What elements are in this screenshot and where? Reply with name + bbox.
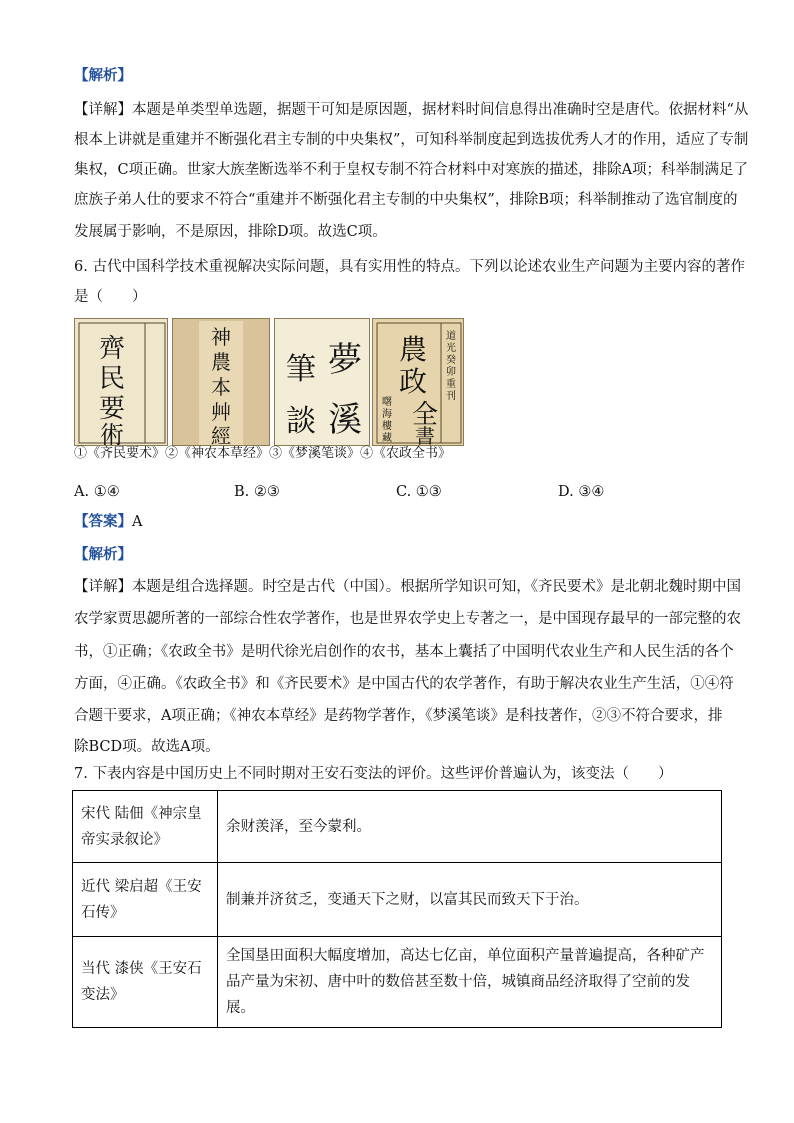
svg-text:要: 要 xyxy=(98,394,126,424)
detail-line: 【详解】本题是组合选择题。时空是古代（中国）。根据所学知识可知，《齐民要术》是北朝北魏时期中国 xyxy=(74,579,741,595)
book-cover-shennongbencaojing xyxy=(172,318,270,446)
option-d[interactable]: D. ③④ xyxy=(558,484,605,500)
svg-text:卯: 卯 xyxy=(446,367,456,378)
svg-text:癸: 癸 xyxy=(446,355,456,366)
detail-line: 除BCD项。故选A项。 xyxy=(74,739,220,755)
svg-text:全: 全 xyxy=(411,400,439,430)
svg-text:藏: 藏 xyxy=(382,433,392,444)
book-cover-nongzhengquanshu xyxy=(372,318,464,446)
svg-text:經: 經 xyxy=(211,424,231,446)
option-c[interactable]: C. ①③ xyxy=(396,484,442,500)
svg-text:刊: 刊 xyxy=(446,391,456,402)
book-cover-mengxibitan xyxy=(274,318,370,446)
svg-text:筆: 筆 xyxy=(286,352,316,387)
table-row xyxy=(73,791,722,863)
detail-line: 【详解】本题是单类型单选题，据题干可知是原因题，据材料时间信息得出准确时空是唐代。依据材料“从 xyxy=(74,102,749,118)
svg-text:農: 農 xyxy=(211,350,231,374)
table-cell-source: 近代 梁启超《王安 石传》 xyxy=(73,863,218,937)
svg-text:道: 道 xyxy=(446,331,456,342)
svg-text:光: 光 xyxy=(446,343,456,354)
svg-text:夢: 夢 xyxy=(328,340,362,380)
svg-text:書: 書 xyxy=(415,424,435,446)
detail-line: 发展属于影响，不是原因，排除D项。故选C项。 xyxy=(74,224,387,240)
detail-line: 方面，④正确。《农政全书》和《齐民要术》是中国古代的农学著作，有助于解决农业生产生活，①④符 xyxy=(74,676,734,692)
svg-text:神: 神 xyxy=(211,325,231,349)
svg-text:談: 談 xyxy=(286,404,316,439)
svg-text:民: 民 xyxy=(98,364,126,394)
table-cell-comment: 余财羡泽，至今蒙利。 xyxy=(218,791,722,863)
analysis-label: 【解析】 xyxy=(74,67,132,84)
table-cell-source: 宋代 陆佃《神宗皇 帝实录叙论》 xyxy=(73,791,218,863)
detail-line: 合题干要求，A项正确；《神农本草经》是药物学著作，《梦溪笔谈》是科技著作，②③不符合要求，排 xyxy=(74,708,723,724)
detail-line: 根本上讲就是重建并不断强化君主专制的中央集权”，可知科举制度起到选拔优秀人才的作用，适应了专制 xyxy=(74,132,749,148)
svg-text:曙: 曙 xyxy=(382,397,392,408)
question-7-stem: 7. 下表内容是中国历史上不同时期对王安石变法的评价。这些评价普遍认为，该变法（ ） xyxy=(74,766,673,782)
detail-line: 集权，C项正确。世家大族垄断选举不利于皇权专制不符合材料中对寒族的描述，排除A项；科举制满足了 xyxy=(74,162,749,178)
svg-text:樓: 樓 xyxy=(382,421,392,432)
answer-value: A xyxy=(132,514,143,530)
option-b[interactable]: B. ②③ xyxy=(234,484,280,500)
option-a[interactable]: A. ①④ xyxy=(74,484,120,500)
svg-text:重: 重 xyxy=(446,379,456,390)
table-row xyxy=(73,863,722,937)
detail-line: 庶族子弟人仕的要求不符合“重建并不断强化君主专制的中央集权”，排除B项；科举制推动了选官制度的 xyxy=(74,192,738,208)
svg-text:齊: 齊 xyxy=(98,334,126,364)
svg-text:術: 術 xyxy=(100,421,124,446)
analysis-label: 【解析】 xyxy=(74,546,132,563)
book-cover-qiminyaoshu xyxy=(74,318,168,446)
evaluation-table xyxy=(72,790,722,1028)
table-row xyxy=(73,937,722,1028)
detail-line: 书，①正确；《农政全书》是明代徐光启创作的农书，基本上囊括了中国明代农业生产和人民生活的各个 xyxy=(74,644,734,660)
svg-text:本: 本 xyxy=(211,375,231,399)
table-cell-comment: 制兼并济贫乏，变通天下之财，以富其民而致天下于治。 xyxy=(218,863,722,937)
answer-label: 【答案】 xyxy=(74,513,132,530)
svg-text:農: 農 xyxy=(398,333,428,366)
detail-line: 农学家贾思勰所著的一部综合性农学著作，也是世界农学史上专著之一，是中国现存最早的一部完整的农 xyxy=(74,611,741,627)
question-6-stem-cont: 是（ ） xyxy=(74,289,147,305)
table-cell-comment: 全国垦田面积大幅度增加，高达七亿亩，单位面积产量普遍提高，各种矿产品产量为宋初、唐中叶的数倍甚至数十倍，城镇商品经济取得了空前的发展。 xyxy=(218,937,722,1028)
answer-line xyxy=(74,512,142,532)
svg-text:政: 政 xyxy=(398,365,428,398)
table-cell-source: 当代 漆侠《王安石 变法》 xyxy=(73,937,218,1028)
svg-text:溪: 溪 xyxy=(328,400,362,440)
svg-text:海: 海 xyxy=(382,409,392,420)
book-caption: ①《齐民要术》②《神农本草经》③《梦溪笔谈》④《农政全书》 xyxy=(74,446,452,461)
svg-text:艸: 艸 xyxy=(211,400,231,424)
question-6-stem: 6. 古代中国科学技术重视解决实际问题，具有实用性的特点。下列以论述农业生产问题为主要内容的著作 xyxy=(74,259,745,275)
